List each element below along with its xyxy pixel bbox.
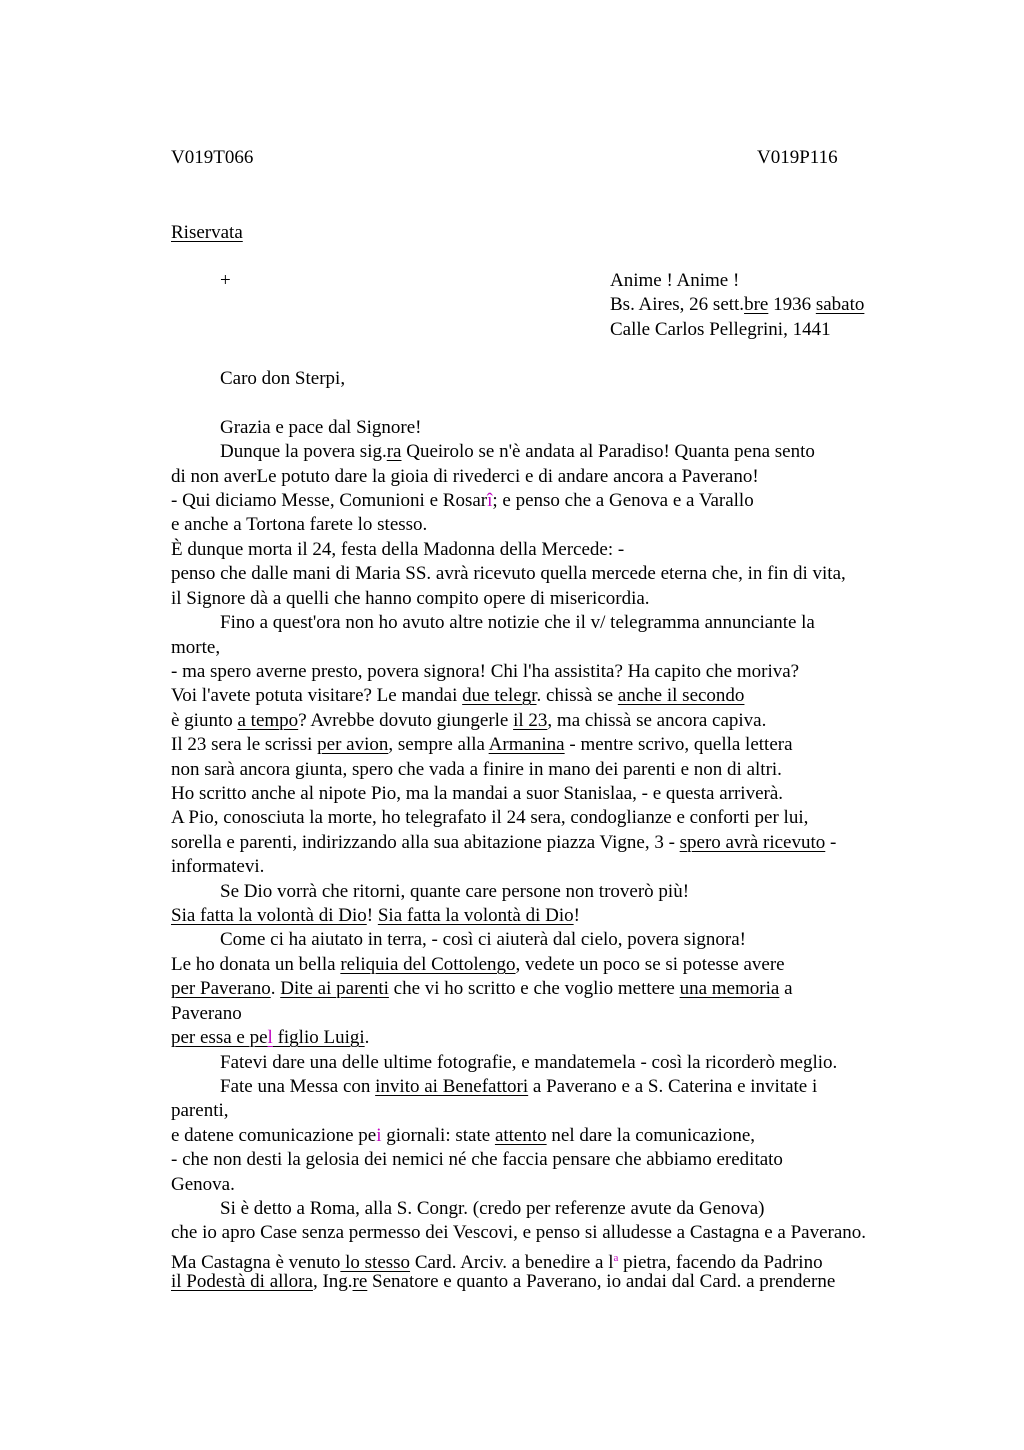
text-line: e anche a Tortona farete lo stesso. — [171, 514, 428, 535]
text-line: È dunque morta il 24, festa della Madonna della Mercede: - — [171, 539, 625, 560]
text-line: Fino a quest'ora non ho avuto altre notizie che il v/ telegramma annunciante la — [220, 612, 815, 633]
text-line: per essa e pel figlio Luigi. — [171, 1027, 370, 1048]
text-line: Ma Castagna è venuto lo stesso Card. Arciv. a benedire a $l^a$ pietra, facendo da Padrino — [171, 1252, 823, 1273]
text-line: Le ho donata un bella reliquia del Cottolengo, vedete un poco se si potesse avere — [171, 954, 785, 975]
text-line: morte, — [171, 637, 221, 658]
document-code-left: V019T066 — [171, 147, 254, 168]
text-line: che io apro Case senza permesso dei Vescovi, e penso si alludesse a Castagna e a Paverano. — [171, 1222, 867, 1243]
date-line: Bs. Aires, 26 sett.bre 1936 sabato — [610, 294, 865, 315]
text-line: sorella e parenti, indirizzando alla sua abitazione piazza Vigne, 3 - spero avrà ricevuto - — [171, 832, 837, 853]
text-line: non sarà ancora giunta, spero che vada a finire in mano dei parenti e non di altri. — [171, 759, 782, 780]
text-line: - che non desti la gelosia dei nemici né che faccia pensare che abbiamo ereditato — [171, 1149, 783, 1170]
text-line: Il 23 sera le scrissi per avion, sempre alla Armanina - mentre scrivo, quella lettera — [171, 734, 793, 755]
address-line: Calle Carlos Pellegrini, 1441 — [610, 319, 831, 340]
text-line: penso che dalle mani di Maria SS. avrà ricevuto quella mercede eterna che, in fin di vita, — [171, 563, 846, 584]
text-line: informatevi. — [171, 856, 265, 877]
text-line: parenti, — [171, 1100, 229, 1121]
text-line: Fate una Messa con invito ai Benefattori a Paverano e a S. Caterina e invitate i — [220, 1076, 818, 1097]
text-line: è giunto a tempo? Avrebbe dovuto giungerle il 23, ma chissà se ancora capiva. — [171, 710, 767, 731]
salutation: Caro don Sterpi, — [220, 368, 346, 389]
text-line: Grazia e pace dal Signore! — [220, 417, 422, 438]
text-line: - Qui diciamo Messe, Comunioni e Rosarî; e penso che a Genova e a Varallo — [171, 490, 754, 511]
text-line: il Signore dà a quelli che hanno compito opere di misericordia. — [171, 588, 650, 609]
text-line: Se Dio vorrà che ritorni, quante care persone non troverò più! — [220, 881, 690, 902]
text-line: Come ci ha aiutato in terra, - così ci aiuterà dal cielo, povera signora! — [220, 929, 746, 950]
text-line: per Paverano. Dite ai parenti che vi ho scritto e che voglio mettere una memoria a — [171, 978, 793, 999]
text-line: il Podestà di allora, Ing.re Senatore e quanto a Paverano, io andai dal Card. a prenderne — [171, 1271, 836, 1292]
text-line: Si è detto a Roma, alla S. Congr. (credo per referenze avute da Genova) — [220, 1198, 765, 1219]
text-line: A Pio, conosciuta la morte, ho telegrafato il 24 sera, condoglianze e conforti per lui, — [171, 807, 809, 828]
text-line: e datene comunicazione pei giornali: state attento nel dare la comunicazione, — [171, 1125, 756, 1146]
text-line: di non averLe potuto dare la gioia di rivederci e di andare ancora a Paverano! — [171, 466, 759, 487]
text-line: Fatevi dare una delle ultime fotografie, e mandatemela - così la ricorderò meglio. — [220, 1052, 838, 1073]
text-line: Dunque la povera sig.ra Queirolo se n'è andata al Paradiso! Quanta pena sento — [220, 441, 815, 462]
text-line: Sia fatta la volontà di Dio! Sia fatta la volontà di Dio! — [171, 905, 580, 926]
text-line: Ho scritto anche al nipote Pio, ma la mandai a suor Stanislaa, - e questa arriverà. — [171, 783, 784, 804]
document-code-right: V019P116 — [757, 147, 838, 168]
riservata-label: Riservata — [171, 222, 243, 243]
text-line: Paverano — [171, 1003, 242, 1024]
text-line: - ma spero averne presto, povera signora! Chi l'ha assistita? Ha capito che moriva? — [171, 661, 800, 682]
cross-mark: + — [220, 270, 231, 291]
text-line: Genova. — [171, 1174, 235, 1195]
text-line: Voi l'avete potuta visitare? Le mandai due telegr. chissà se anche il secondo — [171, 685, 745, 706]
motto: Anime ! Anime ! — [610, 270, 740, 291]
